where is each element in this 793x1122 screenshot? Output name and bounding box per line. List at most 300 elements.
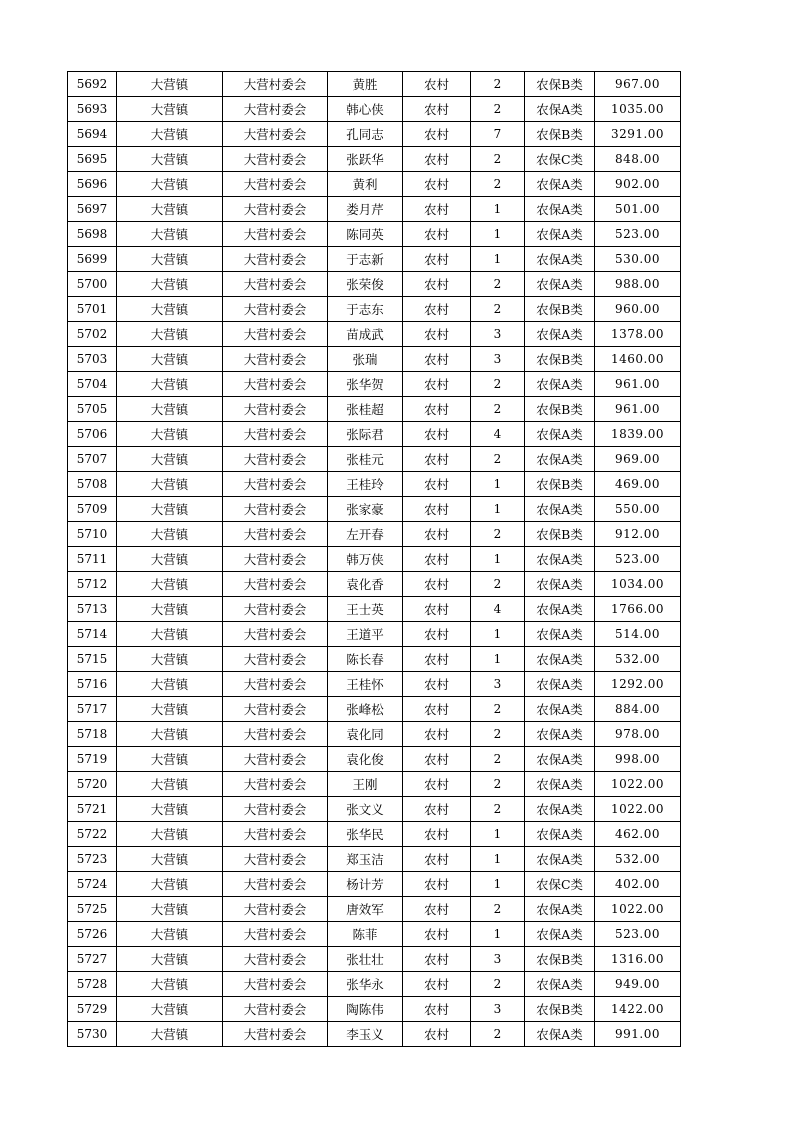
- cell-count: 2: [471, 272, 525, 297]
- cell-id: 5730: [68, 1022, 117, 1047]
- cell-count: 1: [471, 922, 525, 947]
- cell-village: 大营村委会: [223, 772, 328, 797]
- cell-name: 韩心侠: [328, 97, 403, 122]
- cell-town: 大营镇: [117, 197, 223, 222]
- cell-town: 大营镇: [117, 722, 223, 747]
- cell-category: 农保B类: [525, 122, 595, 147]
- cell-town: 大营镇: [117, 672, 223, 697]
- cell-village: 大营村委会: [223, 897, 328, 922]
- cell-village: 大营村委会: [223, 972, 328, 997]
- cell-name: 张文义: [328, 797, 403, 822]
- cell-town: 大营镇: [117, 797, 223, 822]
- cell-name: 张华贺: [328, 372, 403, 397]
- cell-count: 2: [471, 172, 525, 197]
- cell-area: 农村: [403, 972, 471, 997]
- cell-id: 5716: [68, 672, 117, 697]
- cell-id: 5697: [68, 197, 117, 222]
- cell-village: 大营村委会: [223, 847, 328, 872]
- cell-id: 5714: [68, 622, 117, 647]
- cell-count: 1: [471, 847, 525, 872]
- cell-area: 农村: [403, 597, 471, 622]
- cell-name: 张跃华: [328, 147, 403, 172]
- cell-amount: 1316.00: [595, 947, 681, 972]
- cell-id: 5695: [68, 147, 117, 172]
- cell-town: 大营镇: [117, 322, 223, 347]
- cell-name: 郑玉洁: [328, 847, 403, 872]
- cell-category: 农保A类: [525, 972, 595, 997]
- cell-category: 农保A类: [525, 847, 595, 872]
- cell-amount: 978.00: [595, 722, 681, 747]
- cell-id: 5694: [68, 122, 117, 147]
- cell-category: 农保A类: [525, 422, 595, 447]
- cell-village: 大营村委会: [223, 422, 328, 447]
- cell-name: 黄胜: [328, 72, 403, 97]
- cell-area: 农村: [403, 722, 471, 747]
- cell-id: 5721: [68, 797, 117, 822]
- cell-village: 大营村委会: [223, 522, 328, 547]
- cell-id: 5702: [68, 322, 117, 347]
- cell-category: 农保A类: [525, 597, 595, 622]
- cell-town: 大营镇: [117, 397, 223, 422]
- cell-id: 5713: [68, 597, 117, 622]
- cell-amount: 523.00: [595, 922, 681, 947]
- cell-category: 农保A类: [525, 622, 595, 647]
- cell-count: 1: [471, 222, 525, 247]
- cell-amount: 967.00: [595, 72, 681, 97]
- cell-id: 5717: [68, 697, 117, 722]
- cell-town: 大营镇: [117, 72, 223, 97]
- cell-count: 2: [471, 372, 525, 397]
- cell-id: 5719: [68, 747, 117, 772]
- cell-id: 5708: [68, 472, 117, 497]
- table-row: [68, 997, 681, 1022]
- cell-id: 5709: [68, 497, 117, 522]
- cell-area: 农村: [403, 747, 471, 772]
- cell-amount: 961.00: [595, 372, 681, 397]
- table-row: [68, 597, 681, 622]
- cell-category: 农保B类: [525, 347, 595, 372]
- cell-amount: 462.00: [595, 822, 681, 847]
- cell-count: 2: [471, 297, 525, 322]
- cell-name: 陶陈伟: [328, 997, 403, 1022]
- cell-area: 农村: [403, 672, 471, 697]
- cell-village: 大营村委会: [223, 997, 328, 1022]
- cell-amount: 961.00: [595, 397, 681, 422]
- table-row: [68, 497, 681, 522]
- cell-category: 农保B类: [525, 947, 595, 972]
- cell-amount: 960.00: [595, 297, 681, 322]
- cell-category: 农保A类: [525, 247, 595, 272]
- cell-amount: 501.00: [595, 197, 681, 222]
- cell-category: 农保A类: [525, 197, 595, 222]
- cell-area: 农村: [403, 797, 471, 822]
- cell-village: 大营村委会: [223, 397, 328, 422]
- cell-name: 王桂玲: [328, 472, 403, 497]
- cell-town: 大营镇: [117, 972, 223, 997]
- cell-id: 5704: [68, 372, 117, 397]
- cell-village: 大营村委会: [223, 297, 328, 322]
- cell-category: 农保B类: [525, 397, 595, 422]
- cell-count: 1: [471, 547, 525, 572]
- table-body: [68, 72, 681, 1047]
- cell-town: 大营镇: [117, 372, 223, 397]
- cell-category: 农保A类: [525, 797, 595, 822]
- cell-town: 大营镇: [117, 297, 223, 322]
- table-row: [68, 922, 681, 947]
- cell-category: 农保B类: [525, 522, 595, 547]
- cell-area: 农村: [403, 372, 471, 397]
- cell-village: 大营村委会: [223, 247, 328, 272]
- cell-town: 大营镇: [117, 247, 223, 272]
- cell-amount: 3291.00: [595, 122, 681, 147]
- cell-area: 农村: [403, 172, 471, 197]
- cell-village: 大营村委会: [223, 722, 328, 747]
- cell-town: 大营镇: [117, 622, 223, 647]
- cell-village: 大营村委会: [223, 372, 328, 397]
- cell-amount: 991.00: [595, 1022, 681, 1047]
- cell-count: 4: [471, 597, 525, 622]
- table-row: [68, 147, 681, 172]
- cell-amount: 1022.00: [595, 897, 681, 922]
- cell-area: 农村: [403, 822, 471, 847]
- cell-town: 大营镇: [117, 97, 223, 122]
- cell-name: 陈菲: [328, 922, 403, 947]
- cell-name: 李玉义: [328, 1022, 403, 1047]
- cell-town: 大营镇: [117, 122, 223, 147]
- cell-category: 农保A类: [525, 922, 595, 947]
- cell-village: 大营村委会: [223, 322, 328, 347]
- cell-id: 5724: [68, 872, 117, 897]
- cell-id: 5692: [68, 72, 117, 97]
- cell-category: 农保C类: [525, 147, 595, 172]
- cell-area: 农村: [403, 422, 471, 447]
- cell-area: 农村: [403, 97, 471, 122]
- cell-name: 张桂元: [328, 447, 403, 472]
- cell-name: 陈同英: [328, 222, 403, 247]
- cell-amount: 902.00: [595, 172, 681, 197]
- cell-town: 大营镇: [117, 472, 223, 497]
- cell-area: 农村: [403, 247, 471, 272]
- cell-town: 大营镇: [117, 947, 223, 972]
- cell-category: 农保A类: [525, 1022, 595, 1047]
- cell-id: 5712: [68, 572, 117, 597]
- cell-id: 5729: [68, 997, 117, 1022]
- cell-town: 大营镇: [117, 547, 223, 572]
- table-row: [68, 897, 681, 922]
- cell-count: 2: [471, 897, 525, 922]
- table-row: [68, 772, 681, 797]
- cell-name: 王士英: [328, 597, 403, 622]
- cell-amount: 848.00: [595, 147, 681, 172]
- cell-town: 大营镇: [117, 147, 223, 172]
- table-row: [68, 972, 681, 997]
- cell-amount: 1766.00: [595, 597, 681, 622]
- cell-name: 韩万侠: [328, 547, 403, 572]
- cell-amount: 1292.00: [595, 672, 681, 697]
- table-row: [68, 797, 681, 822]
- cell-id: 5722: [68, 822, 117, 847]
- cell-town: 大营镇: [117, 522, 223, 547]
- cell-town: 大营镇: [117, 897, 223, 922]
- cell-village: 大营村委会: [223, 947, 328, 972]
- cell-name: 张峰松: [328, 697, 403, 722]
- cell-id: 5715: [68, 647, 117, 672]
- cell-village: 大营村委会: [223, 872, 328, 897]
- cell-count: 3: [471, 947, 525, 972]
- cell-village: 大营村委会: [223, 697, 328, 722]
- cell-area: 农村: [403, 922, 471, 947]
- table-row: [68, 222, 681, 247]
- data-table: [67, 71, 681, 1047]
- cell-town: 大营镇: [117, 997, 223, 1022]
- cell-amount: 1022.00: [595, 772, 681, 797]
- cell-town: 大营镇: [117, 172, 223, 197]
- table-row: [68, 697, 681, 722]
- cell-town: 大营镇: [117, 772, 223, 797]
- cell-village: 大营村委会: [223, 672, 328, 697]
- cell-category: 农保A类: [525, 322, 595, 347]
- cell-amount: 1035.00: [595, 97, 681, 122]
- table-row: [68, 572, 681, 597]
- cell-category: 农保A类: [525, 547, 595, 572]
- cell-id: 5703: [68, 347, 117, 372]
- cell-area: 农村: [403, 947, 471, 972]
- table-row: [68, 247, 681, 272]
- cell-village: 大营村委会: [223, 572, 328, 597]
- cell-count: 2: [471, 722, 525, 747]
- cell-name: 唐效军: [328, 897, 403, 922]
- cell-amount: 884.00: [595, 697, 681, 722]
- table-row: [68, 122, 681, 147]
- cell-area: 农村: [403, 772, 471, 797]
- cell-category: 农保A类: [525, 822, 595, 847]
- cell-count: 3: [471, 997, 525, 1022]
- cell-count: 2: [471, 572, 525, 597]
- table-row: [68, 872, 681, 897]
- cell-village: 大营村委会: [223, 547, 328, 572]
- cell-town: 大营镇: [117, 847, 223, 872]
- cell-name: 张华永: [328, 972, 403, 997]
- cell-name: 陈长春: [328, 647, 403, 672]
- cell-village: 大营村委会: [223, 622, 328, 647]
- cell-town: 大营镇: [117, 922, 223, 947]
- table-row: [68, 97, 681, 122]
- table-row: [68, 197, 681, 222]
- cell-village: 大营村委会: [223, 747, 328, 772]
- cell-amount: 998.00: [595, 747, 681, 772]
- cell-count: 3: [471, 322, 525, 347]
- cell-id: 5698: [68, 222, 117, 247]
- cell-category: 农保A类: [525, 97, 595, 122]
- table-row: [68, 947, 681, 972]
- cell-category: 农保A类: [525, 447, 595, 472]
- cell-name: 袁化俊: [328, 747, 403, 772]
- cell-category: 农保A类: [525, 572, 595, 597]
- cell-count: 2: [471, 972, 525, 997]
- cell-name: 杨计芳: [328, 872, 403, 897]
- cell-area: 农村: [403, 647, 471, 672]
- cell-area: 农村: [403, 697, 471, 722]
- cell-category: 农保B类: [525, 472, 595, 497]
- cell-village: 大营村委会: [223, 497, 328, 522]
- table-row: [68, 622, 681, 647]
- cell-count: 1: [471, 647, 525, 672]
- cell-id: 5728: [68, 972, 117, 997]
- cell-area: 农村: [403, 72, 471, 97]
- cell-village: 大营村委会: [223, 597, 328, 622]
- cell-amount: 402.00: [595, 872, 681, 897]
- cell-count: 2: [471, 697, 525, 722]
- cell-town: 大营镇: [117, 872, 223, 897]
- cell-village: 大营村委会: [223, 122, 328, 147]
- cell-category: 农保A类: [525, 647, 595, 672]
- cell-area: 农村: [403, 472, 471, 497]
- cell-area: 农村: [403, 847, 471, 872]
- cell-count: 2: [471, 747, 525, 772]
- cell-id: 5700: [68, 272, 117, 297]
- cell-amount: 988.00: [595, 272, 681, 297]
- cell-village: 大营村委会: [223, 347, 328, 372]
- cell-area: 农村: [403, 622, 471, 647]
- cell-amount: 469.00: [595, 472, 681, 497]
- cell-village: 大营村委会: [223, 272, 328, 297]
- table-row: [68, 822, 681, 847]
- table-row: [68, 672, 681, 697]
- cell-category: 农保A类: [525, 497, 595, 522]
- cell-name: 王桂怀: [328, 672, 403, 697]
- cell-category: 农保A类: [525, 222, 595, 247]
- cell-name: 张家豪: [328, 497, 403, 522]
- cell-name: 袁化香: [328, 572, 403, 597]
- cell-count: 1: [471, 497, 525, 522]
- table-row: [68, 547, 681, 572]
- cell-count: 2: [471, 72, 525, 97]
- cell-count: 1: [471, 872, 525, 897]
- cell-name: 于志新: [328, 247, 403, 272]
- cell-count: 3: [471, 672, 525, 697]
- cell-village: 大营村委会: [223, 172, 328, 197]
- cell-amount: 532.00: [595, 647, 681, 672]
- cell-count: 1: [471, 197, 525, 222]
- cell-area: 农村: [403, 1022, 471, 1047]
- cell-id: 5707: [68, 447, 117, 472]
- cell-amount: 530.00: [595, 247, 681, 272]
- table-row: [68, 522, 681, 547]
- cell-count: 1: [471, 822, 525, 847]
- cell-name: 左开春: [328, 522, 403, 547]
- cell-area: 农村: [403, 872, 471, 897]
- cell-count: 3: [471, 347, 525, 372]
- cell-id: 5725: [68, 897, 117, 922]
- cell-count: 2: [471, 772, 525, 797]
- table-row: [68, 472, 681, 497]
- cell-amount: 550.00: [595, 497, 681, 522]
- cell-area: 农村: [403, 997, 471, 1022]
- cell-name: 张桂超: [328, 397, 403, 422]
- cell-area: 农村: [403, 497, 471, 522]
- cell-category: 农保A类: [525, 272, 595, 297]
- cell-amount: 1460.00: [595, 347, 681, 372]
- cell-amount: 523.00: [595, 547, 681, 572]
- cell-amount: 1378.00: [595, 322, 681, 347]
- cell-count: 2: [471, 97, 525, 122]
- cell-category: 农保B类: [525, 297, 595, 322]
- table-row: [68, 297, 681, 322]
- cell-category: 农保A类: [525, 697, 595, 722]
- cell-village: 大营村委会: [223, 72, 328, 97]
- cell-id: 5705: [68, 397, 117, 422]
- table-row: [68, 372, 681, 397]
- cell-village: 大营村委会: [223, 447, 328, 472]
- cell-amount: 1839.00: [595, 422, 681, 447]
- cell-amount: 1422.00: [595, 997, 681, 1022]
- cell-name: 于志东: [328, 297, 403, 322]
- cell-name: 娄月芹: [328, 197, 403, 222]
- cell-name: 王刚: [328, 772, 403, 797]
- cell-count: 2: [471, 522, 525, 547]
- cell-town: 大营镇: [117, 447, 223, 472]
- cell-area: 农村: [403, 197, 471, 222]
- cell-town: 大营镇: [117, 422, 223, 447]
- table-row: [68, 322, 681, 347]
- cell-amount: 1022.00: [595, 797, 681, 822]
- cell-count: 2: [471, 1022, 525, 1047]
- cell-category: 农保A类: [525, 372, 595, 397]
- cell-area: 农村: [403, 572, 471, 597]
- cell-area: 农村: [403, 397, 471, 422]
- cell-count: 2: [471, 447, 525, 472]
- table-row: [68, 422, 681, 447]
- cell-id: 5693: [68, 97, 117, 122]
- cell-village: 大营村委会: [223, 197, 328, 222]
- cell-amount: 532.00: [595, 847, 681, 872]
- cell-amount: 949.00: [595, 972, 681, 997]
- cell-category: 农保A类: [525, 722, 595, 747]
- cell-name: 苗成武: [328, 322, 403, 347]
- cell-area: 农村: [403, 897, 471, 922]
- cell-town: 大营镇: [117, 222, 223, 247]
- cell-name: 黄利: [328, 172, 403, 197]
- cell-village: 大营村委会: [223, 472, 328, 497]
- cell-amount: 912.00: [595, 522, 681, 547]
- cell-id: 5711: [68, 547, 117, 572]
- cell-amount: 1034.00: [595, 572, 681, 597]
- cell-name: 张际君: [328, 422, 403, 447]
- cell-village: 大营村委会: [223, 647, 328, 672]
- cell-town: 大营镇: [117, 347, 223, 372]
- cell-name: 袁化同: [328, 722, 403, 747]
- cell-category: 农保A类: [525, 747, 595, 772]
- table-row: [68, 722, 681, 747]
- cell-category: 农保C类: [525, 872, 595, 897]
- table-row: [68, 847, 681, 872]
- cell-amount: 523.00: [595, 222, 681, 247]
- cell-area: 农村: [403, 272, 471, 297]
- cell-amount: 514.00: [595, 622, 681, 647]
- cell-id: 5706: [68, 422, 117, 447]
- cell-name: 王道平: [328, 622, 403, 647]
- cell-name: 张瑞: [328, 347, 403, 372]
- cell-count: 1: [471, 622, 525, 647]
- cell-village: 大营村委会: [223, 922, 328, 947]
- cell-count: 7: [471, 122, 525, 147]
- cell-name: 张荣俊: [328, 272, 403, 297]
- cell-count: 2: [471, 147, 525, 172]
- cell-category: 农保A类: [525, 672, 595, 697]
- cell-area: 农村: [403, 522, 471, 547]
- cell-id: 5726: [68, 922, 117, 947]
- cell-count: 1: [471, 472, 525, 497]
